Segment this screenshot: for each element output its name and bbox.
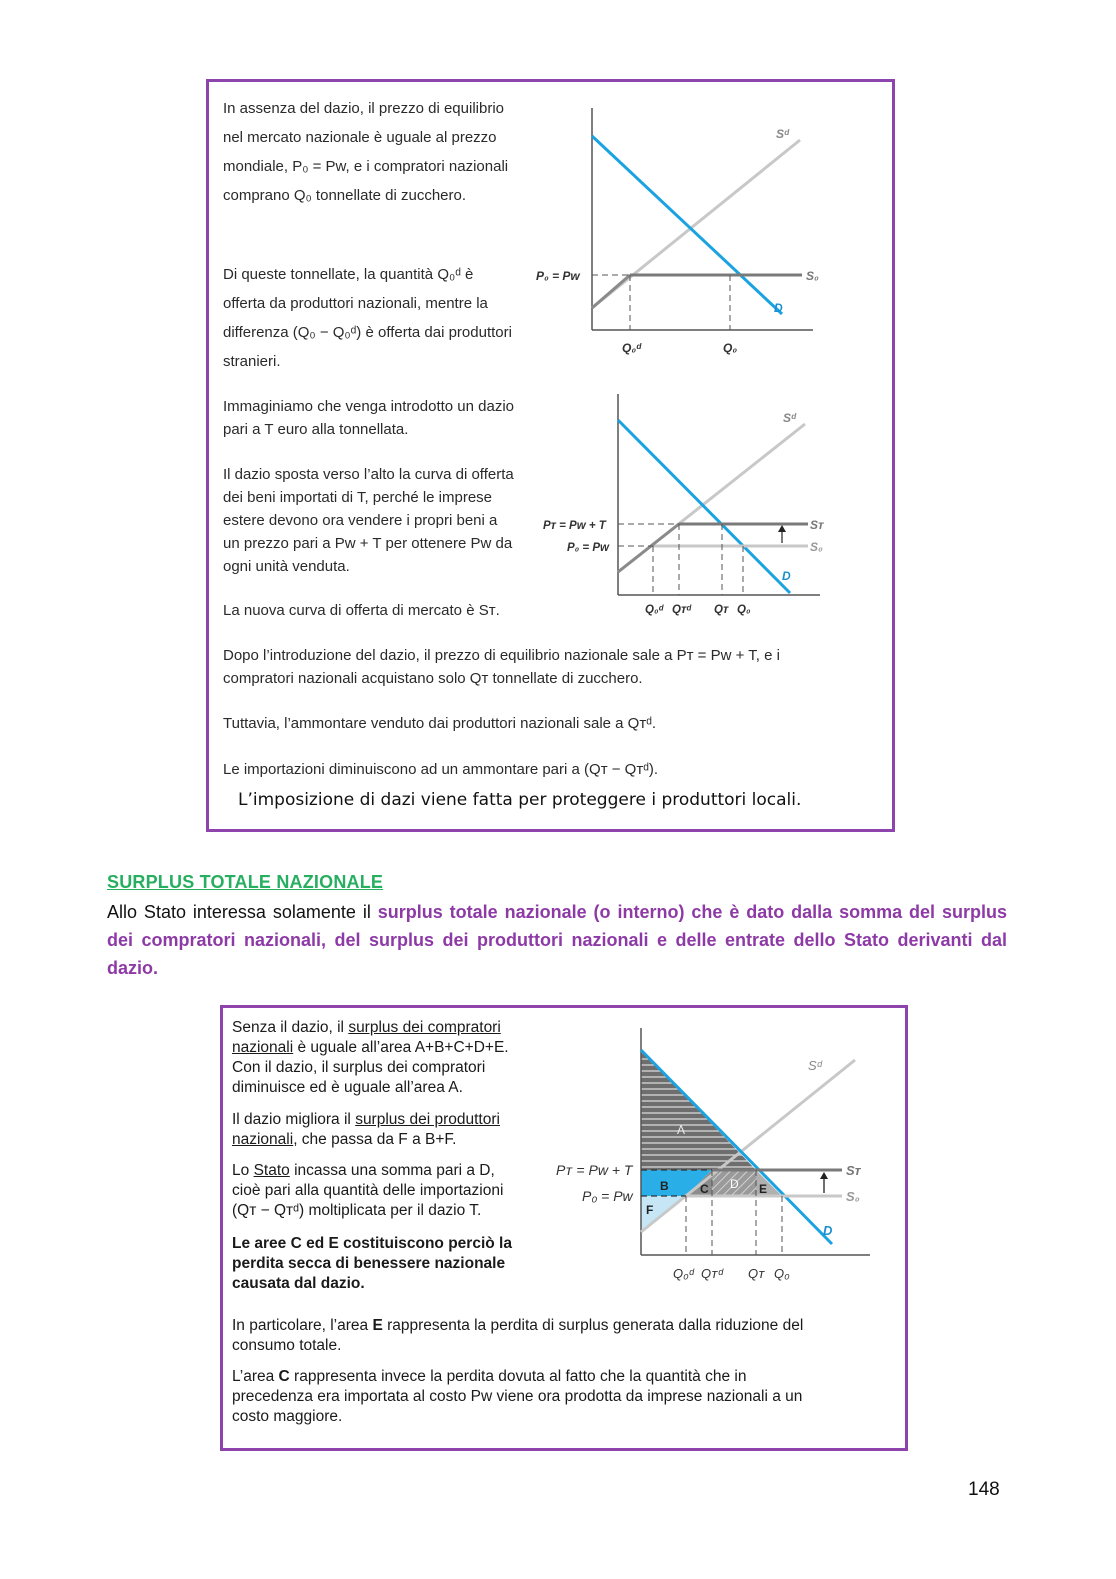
st-label: Sᴛ (810, 518, 824, 532)
area-a-label: A (677, 1123, 686, 1137)
text-line (232, 1367, 892, 1387)
demand-curve (592, 136, 782, 314)
text-line (232, 1018, 562, 1038)
text-line (232, 1161, 562, 1181)
text-line: diminuisce ed è uguale all’area A. (232, 1079, 463, 1096)
text-line (232, 1038, 562, 1058)
s0-label: S₀ (806, 269, 819, 283)
para-imports (223, 758, 863, 781)
q0-label: Q₀ (774, 1266, 790, 1281)
sd-label: Sᵈ (776, 127, 789, 141)
text-line: ogni unità venduta. (223, 558, 350, 575)
text-line: un prezzo pari a Pw + T per ottenere Pw da (223, 535, 513, 552)
area-c-label: C (700, 1182, 709, 1196)
domestic-supply-dark (618, 524, 679, 572)
page-number: 148 (968, 1479, 1000, 1500)
sd-label: Sᵈ (808, 1058, 822, 1073)
text-line: causata dal dazio. (232, 1275, 365, 1292)
text-span: In particolare, l’area (232, 1317, 373, 1334)
text-line: costo maggiore. (232, 1408, 343, 1425)
text-line: mondiale, P₀ = Pw, e i compratori nazionali (223, 158, 509, 175)
text-line: differenza (Q₀ − Q₀ᵈ) è offerta dai produttori (223, 324, 512, 341)
text-line: (Qᴛ − Qᴛᵈ) moltiplicata per il dazio T. (232, 1202, 482, 1219)
text-line: In assenza del dazio, il prezzo di equilibrio (223, 100, 504, 117)
para-deadweight-loss (232, 1234, 572, 1294)
sd-label: Sᵈ (783, 411, 796, 425)
pt-label: Pᴛ = Pw + T (556, 1162, 633, 1178)
s0-label: S₀ (810, 540, 823, 554)
p0-label: P₀ = Pw (567, 542, 609, 554)
chart-free-trade (530, 100, 830, 365)
text-span: , che passa da F a B+F. (293, 1131, 457, 1148)
q0d-label: Q₀ᵈ (673, 1266, 694, 1281)
chart-welfare-areas (550, 1020, 880, 1290)
box1-caption: L’imposizione di dazi viene fatta per proteggere i produttori locali. (238, 790, 802, 810)
section-paragraph (107, 898, 1007, 982)
para-area-c (232, 1367, 892, 1427)
text-line: compratori nazionali acquistano solo Qᴛ tonnellate di zucchero. (223, 670, 643, 687)
para-producer-surplus (232, 1110, 562, 1150)
para-supply-shift (223, 463, 553, 578)
text-span: Il dazio migliora il (232, 1111, 356, 1128)
area-f-label: F (646, 1203, 654, 1217)
para-consumer-surplus (232, 1018, 562, 1098)
qtd-label: Qᴛᵈ (701, 1266, 723, 1281)
text-line: stranieri. (223, 353, 281, 370)
underlined-term: nazionali (232, 1039, 294, 1056)
text-span: rappresenta invece la perdita dovuta al fatto che la quantità che in (289, 1368, 747, 1385)
q0d-label: Q₀ᵈ (622, 341, 642, 355)
text-line: Il dazio sposta verso l’alto la curva di offerta (223, 466, 514, 483)
demand-curve (618, 420, 790, 593)
q0-label: Q₀ (737, 604, 751, 616)
para-domestic-sales (223, 712, 863, 735)
pt-label: Pᴛ = Pw + T (543, 520, 606, 532)
underlined-term: Stato (253, 1162, 290, 1179)
para-new-supply (223, 599, 553, 622)
para-area-e (232, 1316, 882, 1356)
price-label: P₀ = Pw (536, 269, 580, 283)
para-domestic-supply (223, 260, 553, 376)
q0-label: Q₀ (723, 341, 738, 355)
domestic-supply-dark (592, 275, 630, 308)
text-line: Con il dazio, il surplus dei compratori (232, 1059, 486, 1076)
text-line: Immaginiamo che venga introdotto un dazio (223, 398, 515, 415)
text-span: è uguale all’area A+B+C+D+E. (293, 1039, 509, 1056)
text-line: pari a T euro alla tonnellata. (223, 421, 409, 438)
text-line (232, 1110, 562, 1130)
shift-arrowhead (820, 1172, 828, 1179)
qt-label: Qᴛ (714, 604, 729, 616)
text-line: Di queste tonnellate, la quantità Q₀ᵈ è (223, 266, 474, 283)
underlined-term: surplus dei produttori (355, 1111, 500, 1128)
text-line: cioè pari alla quantità delle importazioni (232, 1182, 504, 1199)
para-state-revenue (232, 1161, 562, 1221)
text-span: Senza il dazio, il (232, 1019, 349, 1036)
underlined-term: nazionali (232, 1131, 294, 1148)
text-line: nel mercato nazionale è uguale al prezzo (223, 129, 497, 146)
qt-label: Qᴛ (748, 1266, 765, 1281)
section-highlight: surplus totale nazionale (o interno) che è dato dalla somma del surplus dei compratori nazionali, del surplus dei produttori nazionali e delle entrate dello Stato derivanti dal dazio. (107, 902, 1007, 978)
para-after-tariff (223, 644, 863, 690)
text-span: Lo (232, 1162, 254, 1179)
text-line: estere devono ora vendere i propri beni a (223, 512, 498, 529)
text-line (232, 1130, 562, 1150)
section-intro: Allo Stato interessa solamente il (107, 902, 378, 922)
section-heading: SURPLUS TOTALE NAZIONALE (107, 872, 384, 892)
text-line: comprano Q₀ tonnellate di zucchero. (223, 187, 467, 204)
d-label: D (774, 301, 783, 315)
area-d-label: D (730, 1177, 739, 1191)
text-line: precedenza era importata al costo Pw viene ora prodotta da imprese nazionali a un (232, 1388, 803, 1405)
text-span: rappresenta la perdita di surplus generata dalla riduzione del (382, 1317, 804, 1334)
d-label: D (823, 1223, 833, 1238)
text-line: Le importazioni diminuiscono ad un ammontare pari a (Qᴛ − Qᴛᵈ). (223, 761, 659, 778)
para-no-tariff (223, 94, 553, 210)
s0-label: S₀ (846, 1189, 860, 1204)
chart-with-tariff (540, 390, 840, 625)
text-line: dei beni importati di T, perché le imprese (223, 489, 493, 506)
st-label: Sᴛ (846, 1163, 861, 1178)
d-label: D (782, 569, 791, 583)
text-span: incassa una somma pari a D, (289, 1162, 495, 1179)
text-line (232, 1316, 882, 1336)
text-line: Dopo l’introduzione del dazio, il prezzo di equilibrio nazionale sale a Pᴛ = Pw + T, e i (223, 647, 780, 664)
text-span: C (278, 1368, 290, 1385)
text-span: E (372, 1317, 383, 1334)
q0d-label: Q₀ᵈ (645, 604, 664, 616)
text-span: L’area (232, 1368, 279, 1385)
shift-arrowhead (778, 525, 786, 532)
p0-label: P₀ = Pw (582, 1188, 633, 1204)
underlined-term: surplus dei compratori (348, 1019, 501, 1036)
text-line: La nuova curva di offerta di mercato è Sᴛ. (223, 602, 500, 619)
qtd-label: Qᴛᵈ (672, 604, 691, 616)
area-e-label: E (759, 1182, 768, 1196)
text-line: consumo totale. (232, 1337, 342, 1354)
text-line: Le aree C ed E costituiscono perciò la (232, 1235, 512, 1252)
text-line: perdita secca di benessere nazionale (232, 1255, 506, 1272)
text-line: Tuttavia, l’ammontare venduto dai produttori nazionali sale a Qᴛᵈ. (223, 715, 657, 732)
para-introduce-tariff (223, 395, 553, 441)
text-line: offerta da produttori nazionali, mentre la (223, 295, 488, 312)
area-b-label: B (660, 1179, 669, 1193)
